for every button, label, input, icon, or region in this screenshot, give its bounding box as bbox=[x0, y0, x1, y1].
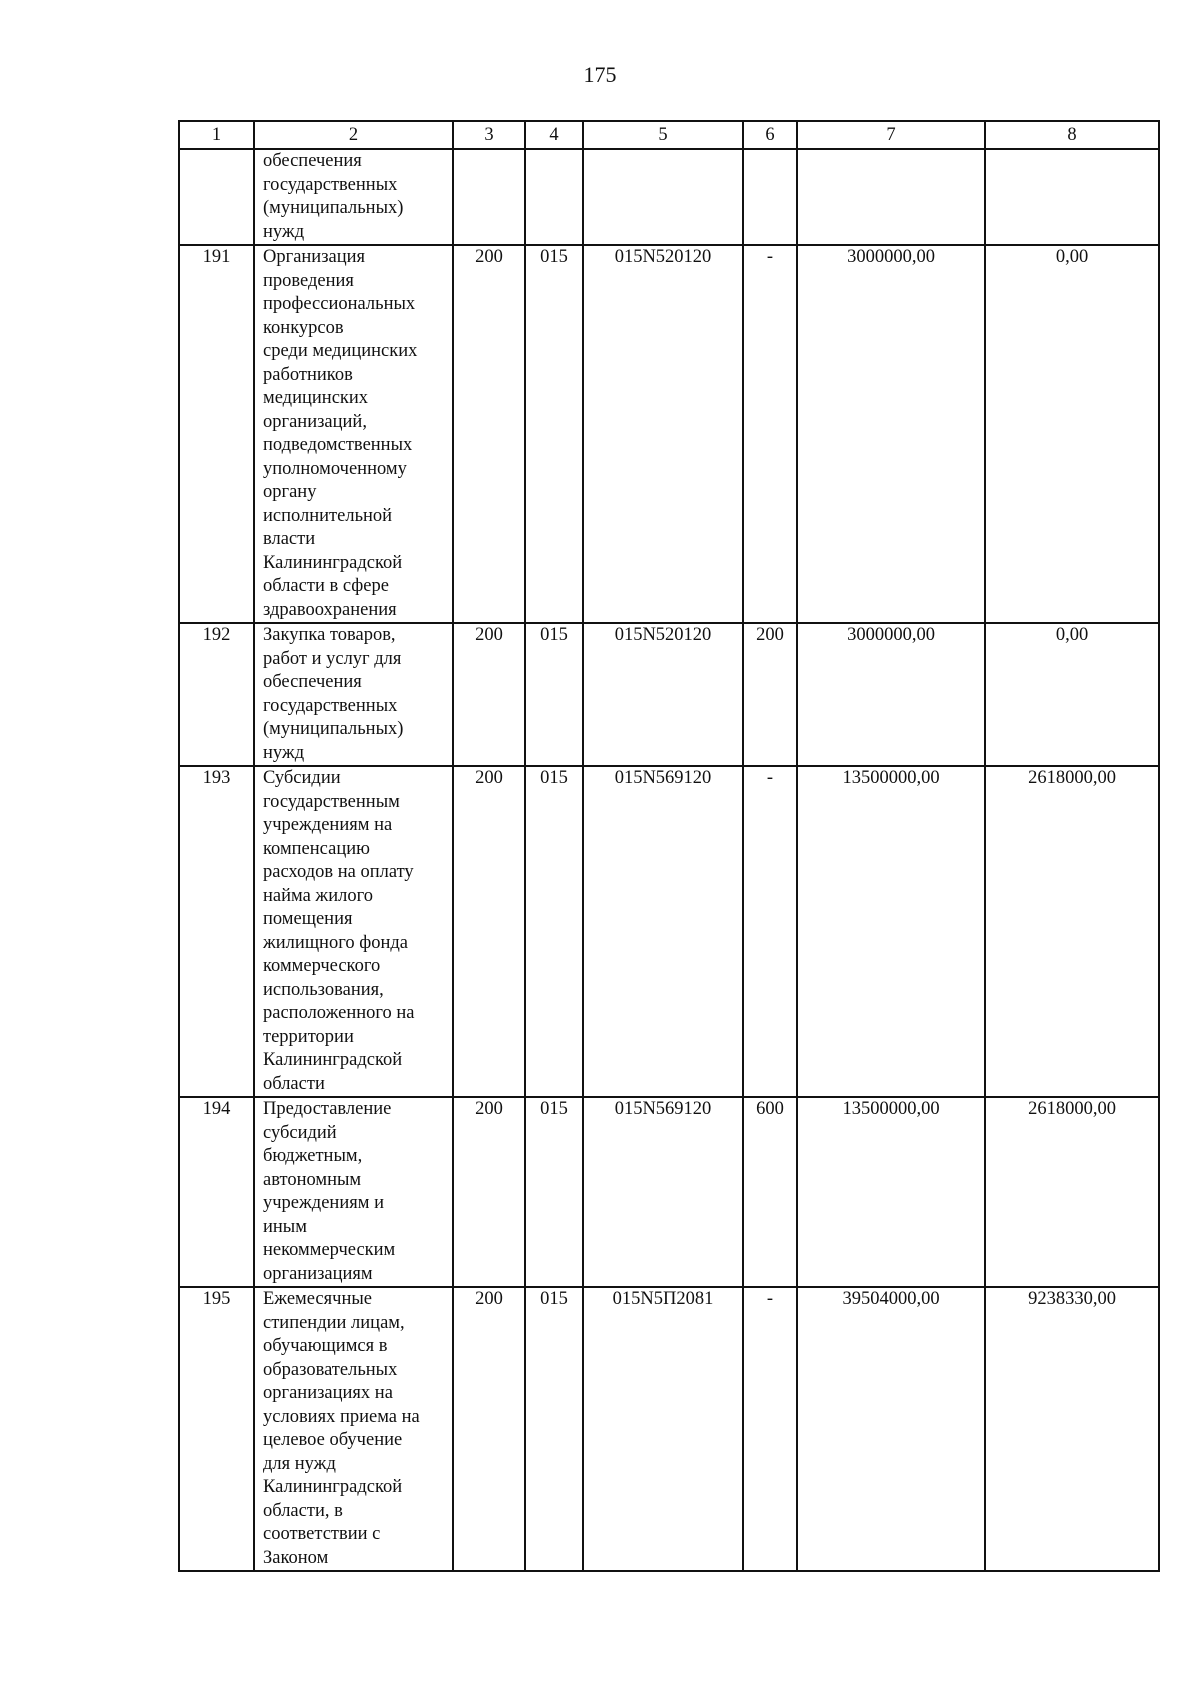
row-name: Ежемесячные стипендии лицам, обучающимся в образовательных организациях на условиях приема на целевое обучение для нужд Калининградской области, в соответствии с Законом bbox=[254, 1287, 453, 1571]
row-col-4 bbox=[525, 149, 583, 245]
row-col-4: 015 bbox=[525, 623, 583, 766]
row-col-8 bbox=[985, 149, 1159, 245]
header-cell-7: 7 bbox=[797, 121, 985, 149]
row-col-8: 0,00 bbox=[985, 623, 1159, 766]
row-name: Закупка товаров, работ и услуг для обеспечения государственных (муниципальных) нужд bbox=[254, 623, 453, 766]
header-cell-4: 4 bbox=[525, 121, 583, 149]
row-col-8: 0,00 bbox=[985, 245, 1159, 623]
row-name: Организация проведения профессиональных конкурсов среди медицинских работников медицинских организаций, подведомственных уполномоченному органу исполнительной власти Калининградской области в сфере здравоохранения bbox=[254, 245, 453, 623]
row-col-6: - bbox=[743, 245, 797, 623]
row-col-5 bbox=[583, 149, 743, 245]
row-col-4: 015 bbox=[525, 1097, 583, 1287]
header-cell-2: 2 bbox=[254, 121, 453, 149]
header-cell-6: 6 bbox=[743, 121, 797, 149]
row-col-4: 015 bbox=[525, 766, 583, 1097]
row-number: 195 bbox=[179, 1287, 254, 1571]
row-col-5: 015N520120 bbox=[583, 623, 743, 766]
row-col-6: 200 bbox=[743, 623, 797, 766]
table-row bbox=[179, 245, 1159, 623]
header-cell-3: 3 bbox=[453, 121, 525, 149]
row-col-5: 015N520120 bbox=[583, 245, 743, 623]
row-col-5: 015N569120 bbox=[583, 1097, 743, 1287]
row-col-7: 3000000,00 bbox=[797, 245, 985, 623]
row-col-3: 200 bbox=[453, 766, 525, 1097]
budget-table bbox=[178, 120, 1160, 1572]
row-col-7: 3000000,00 bbox=[797, 623, 985, 766]
row-number: 193 bbox=[179, 766, 254, 1097]
row-number: 192 bbox=[179, 623, 254, 766]
table-row bbox=[179, 1097, 1159, 1287]
row-col-6: 600 bbox=[743, 1097, 797, 1287]
row-number: 191 bbox=[179, 245, 254, 623]
row-col-4: 015 bbox=[525, 1287, 583, 1571]
row-col-5: 015N569120 bbox=[583, 766, 743, 1097]
row-col-8: 2618000,00 bbox=[985, 1097, 1159, 1287]
row-col-5: 015N5П2081 bbox=[583, 1287, 743, 1571]
row-name: Предоставление субсидий бюджетным, автономным учреждениям и иным некоммерческим организациям bbox=[254, 1097, 453, 1287]
table-row bbox=[179, 1287, 1159, 1571]
header-cell-5: 5 bbox=[583, 121, 743, 149]
row-col-7: 13500000,00 bbox=[797, 1097, 985, 1287]
row-col-3: 200 bbox=[453, 245, 525, 623]
row-col-7: 39504000,00 bbox=[797, 1287, 985, 1571]
row-col-6 bbox=[743, 149, 797, 245]
row-col-8: 2618000,00 bbox=[985, 766, 1159, 1097]
table-row bbox=[179, 149, 1159, 245]
row-col-3: 200 bbox=[453, 1287, 525, 1571]
row-col-4: 015 bbox=[525, 245, 583, 623]
row-col-6: - bbox=[743, 1287, 797, 1571]
page-number: 175 bbox=[583, 62, 617, 87]
row-col-8: 9238330,00 bbox=[985, 1287, 1159, 1571]
row-col-3: 200 bbox=[453, 1097, 525, 1287]
row-col-3 bbox=[453, 149, 525, 245]
header-row bbox=[179, 121, 1159, 149]
row-col-3: 200 bbox=[453, 623, 525, 766]
row-number bbox=[179, 149, 254, 245]
table-row bbox=[179, 766, 1159, 1097]
row-col-6: - bbox=[743, 766, 797, 1097]
row-name: обеспечения государственных (муниципальных) нужд bbox=[254, 149, 453, 245]
row-col-7: 13500000,00 bbox=[797, 766, 985, 1097]
row-name: Субсидии государственным учреждениям на компенсацию расходов на оплату найма жилого помещения жилищного фонда коммерческого использования, расположенного на территории Калининградской области bbox=[254, 766, 453, 1097]
row-number: 194 bbox=[179, 1097, 254, 1287]
table-row bbox=[179, 623, 1159, 766]
row-col-7 bbox=[797, 149, 985, 245]
header-cell-1: 1 bbox=[179, 121, 254, 149]
header-cell-8: 8 bbox=[985, 121, 1159, 149]
